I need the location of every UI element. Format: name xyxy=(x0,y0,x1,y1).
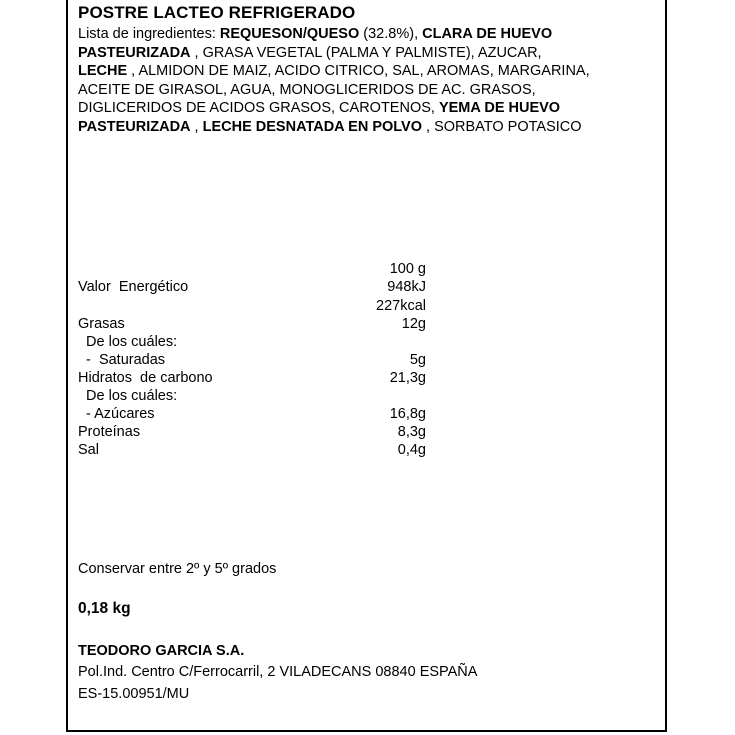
allergen-text: LECHE DESNATADA EN POLVO xyxy=(202,118,422,135)
ingredients-line xyxy=(78,44,663,63)
ingredient-text: , GRASA VEGETAL (PALMA Y PALMISTE), AZUCAR, xyxy=(190,44,542,61)
allergen-text: LECHE xyxy=(78,63,128,80)
nutrition-header: 100 g xyxy=(389,261,426,277)
allergen-text: REQUESON/QUESO xyxy=(219,26,360,42)
allergen-text: CLARA DE HUEVO xyxy=(422,26,553,42)
ingredient-text: , SORBATO POTASICO xyxy=(422,118,582,135)
nutrition-label: Valor Energético xyxy=(78,279,189,295)
nutrition-label: Hidratos de carbono xyxy=(78,370,213,386)
nutrition-label: - Saturadas xyxy=(78,352,166,368)
storage-instructions: Conservar entre 2º y 5º grados xyxy=(78,561,277,577)
nutrition-label: - Azúcares xyxy=(78,406,155,422)
nutrition-value: 0,4g xyxy=(397,442,426,458)
nutrition-value: 948kJ xyxy=(387,279,426,295)
ingredient-text: ACEITE DE GIRASOL, AGUA, MONOGLICERIDOS DE AC. GRASOS, xyxy=(78,81,536,98)
company-name: TEODORO GARCIA S.A. xyxy=(78,643,245,659)
nutrition-label: Grasas xyxy=(78,316,125,332)
nutrition-value: 16,8g xyxy=(389,406,426,422)
nutrition-value: 21,3g xyxy=(389,370,426,386)
ingredient-text: , xyxy=(190,118,203,135)
nutrition-value: 5g xyxy=(409,352,426,368)
ingredients-line xyxy=(78,62,663,81)
allergen-text: PASTEURIZADA xyxy=(78,44,191,61)
nutrition-value: 8,3g xyxy=(397,424,426,440)
ingredient-text: Lista de ingredientes: xyxy=(78,26,220,42)
product-title: POSTRE LACTEO REFRIGERADO xyxy=(78,3,356,22)
health-registry: ES-15.00951/MU xyxy=(78,686,190,702)
net-weight: 0,18 kg xyxy=(78,600,131,617)
ingredient-text: (32.8%), xyxy=(359,26,423,42)
nutrition-value: 227kcal xyxy=(376,298,426,314)
ingredients-line xyxy=(78,81,663,100)
ingredients-line xyxy=(78,118,663,137)
nutrition-label: Sal xyxy=(78,442,99,458)
nutrition-label: Proteínas xyxy=(78,424,141,440)
nutrition-label: De los cuáles: xyxy=(78,388,178,404)
company-address: Pol.Ind. Centro C/Ferrocarril, 2 VILADECANS 08840 ESPAÑA xyxy=(78,664,478,680)
nutrition-value: 12g xyxy=(401,316,426,332)
nutrition-label: De los cuáles: xyxy=(78,334,178,350)
allergen-text: PASTEURIZADA xyxy=(78,118,191,135)
ingredients-list xyxy=(78,25,663,137)
ingredients-line xyxy=(78,25,663,44)
ingredients-line xyxy=(78,99,663,118)
ingredient-text: DIGLICERIDOS DE ACIDOS GRASOS, CAROTENOS, xyxy=(78,100,439,117)
allergen-text: YEMA DE HUEVO xyxy=(438,100,561,117)
ingredient-text: , ALMIDON DE MAIZ, ACIDO CITRICO, SAL, AROMAS, MARGARINA, xyxy=(127,63,590,80)
